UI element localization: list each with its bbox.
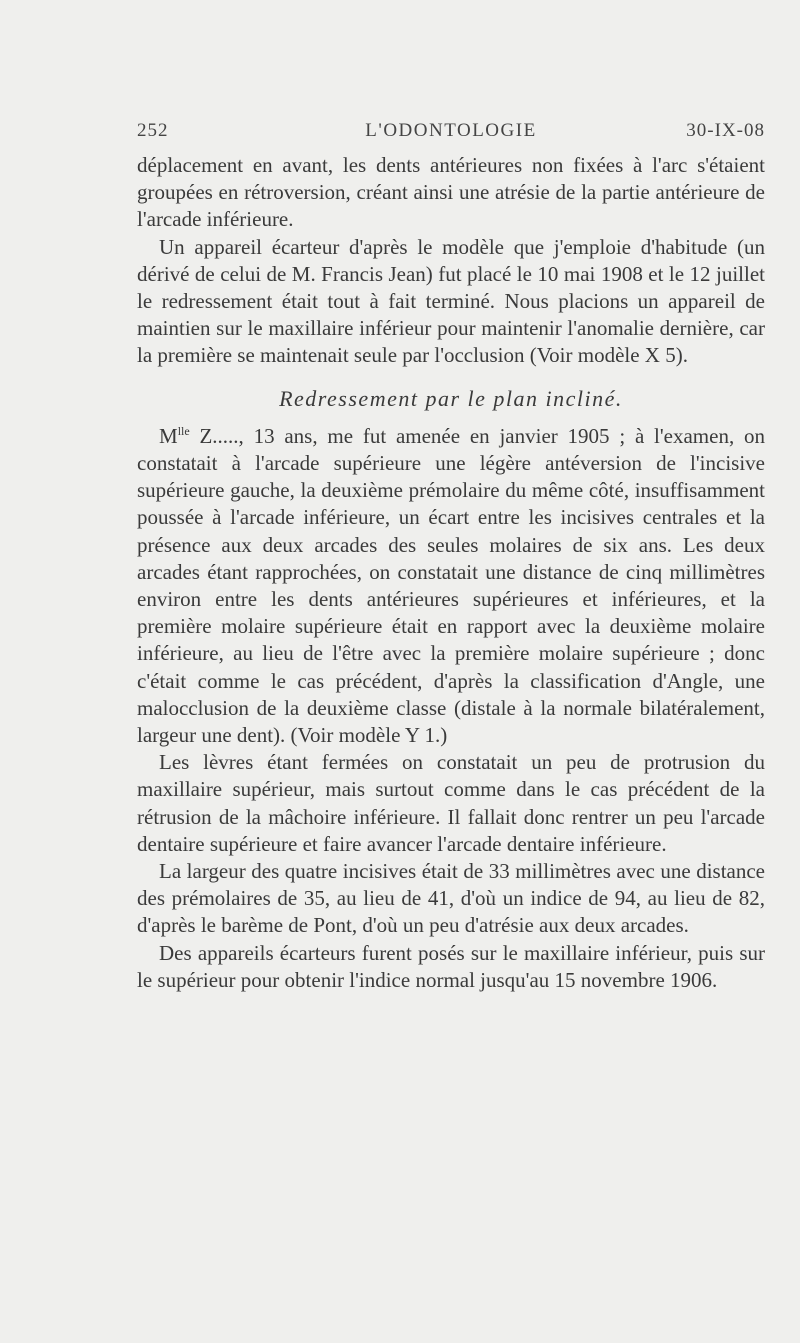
paragraph-3	[137, 423, 765, 749]
title-abbrev: M	[159, 423, 178, 448]
paragraph-2: Un appareil écarteur d'après le modèle que j'emploie d'habitude (un dérivé de celui de M. Francis Jean) fut placé le 10 mai 1908 et le 12 juillet le redressement était tout à fait terminé. Nous placions un appareil de maintien sur le maxillaire inférieur pour maintenir l'anomalie dernière, car la première se maintenait seule par l'occlusion (Voir modèle X 5).	[137, 234, 765, 368]
paragraph-3-text: Z....., 13 ans, me fut amenée en janvier 1905 ; à l'examen, on constatait à l'arcade supérieure une légère antéversion de l'incisive supérieure gauche, la deuxième prémolaire du même côté, insuffisamment poussée à l'arcade inférieure, un écart entre les incisives centrales et la présence aux deux arcades des seules molaires de six ans. Les deux arcades étant rapprochées, on constatait une distance de cinq millimètres environ entre les dents antérieures supérieures et inférieures, et la première molaire supérieure était en rapport avec la deuxième molaire inférieure, au lieu de l'être avec la première molaire supérieure ; donc c'était comme le cas précédent, d'après la classification d'Angle, une malocclusion de la deuxième classe (distale à la normale bilatéralement, largeur une dent). (Voir modèle Y 1.)	[137, 423, 765, 748]
journal-title: L'ODONTOLOGIE	[365, 120, 537, 141]
page-number: 252	[137, 120, 169, 141]
paragraph-6: Des appareils écarteurs furent posés sur le maxillaire inférieur, puis sur le supérieur pour obtenir l'indice normal jusqu'au 15 novembre 1906.	[137, 940, 765, 992]
paragraph-1: déplacement en avant, les dents antérieures non fixées à l'arc s'étaient groupées en rétroversion, créant ainsi une atrésie de la partie antérieure de l'arcade inférieure.	[137, 153, 765, 232]
body-text	[137, 152, 765, 994]
section-heading: Redressement par le plan incliné.	[279, 385, 623, 411]
paragraph-5: La largeur des quatre incisives était de 33 millimètres avec une distance des prémolaires de 35, au lieu de 41, d'où un indice de 94, au lieu de 82, d'après le barème de Pont, d'où un peu d'atrésie aux deux arcades.	[137, 859, 765, 938]
running-header	[137, 120, 765, 150]
issue-date: 30-IX-08	[686, 120, 765, 141]
title-abbrev-superscript: lle	[177, 423, 190, 438]
paragraph-4: Les lèvres étant fermées on constatait un peu de protrusion du maxillaire supérieur, mais surtout comme dans le cas précédent de la rétrusion de la mâchoire inférieure. Il fallait donc rentrer un peu l'arcade dentaire supérieure et faire avancer l'arcade dentaire inférieure.	[137, 750, 765, 856]
